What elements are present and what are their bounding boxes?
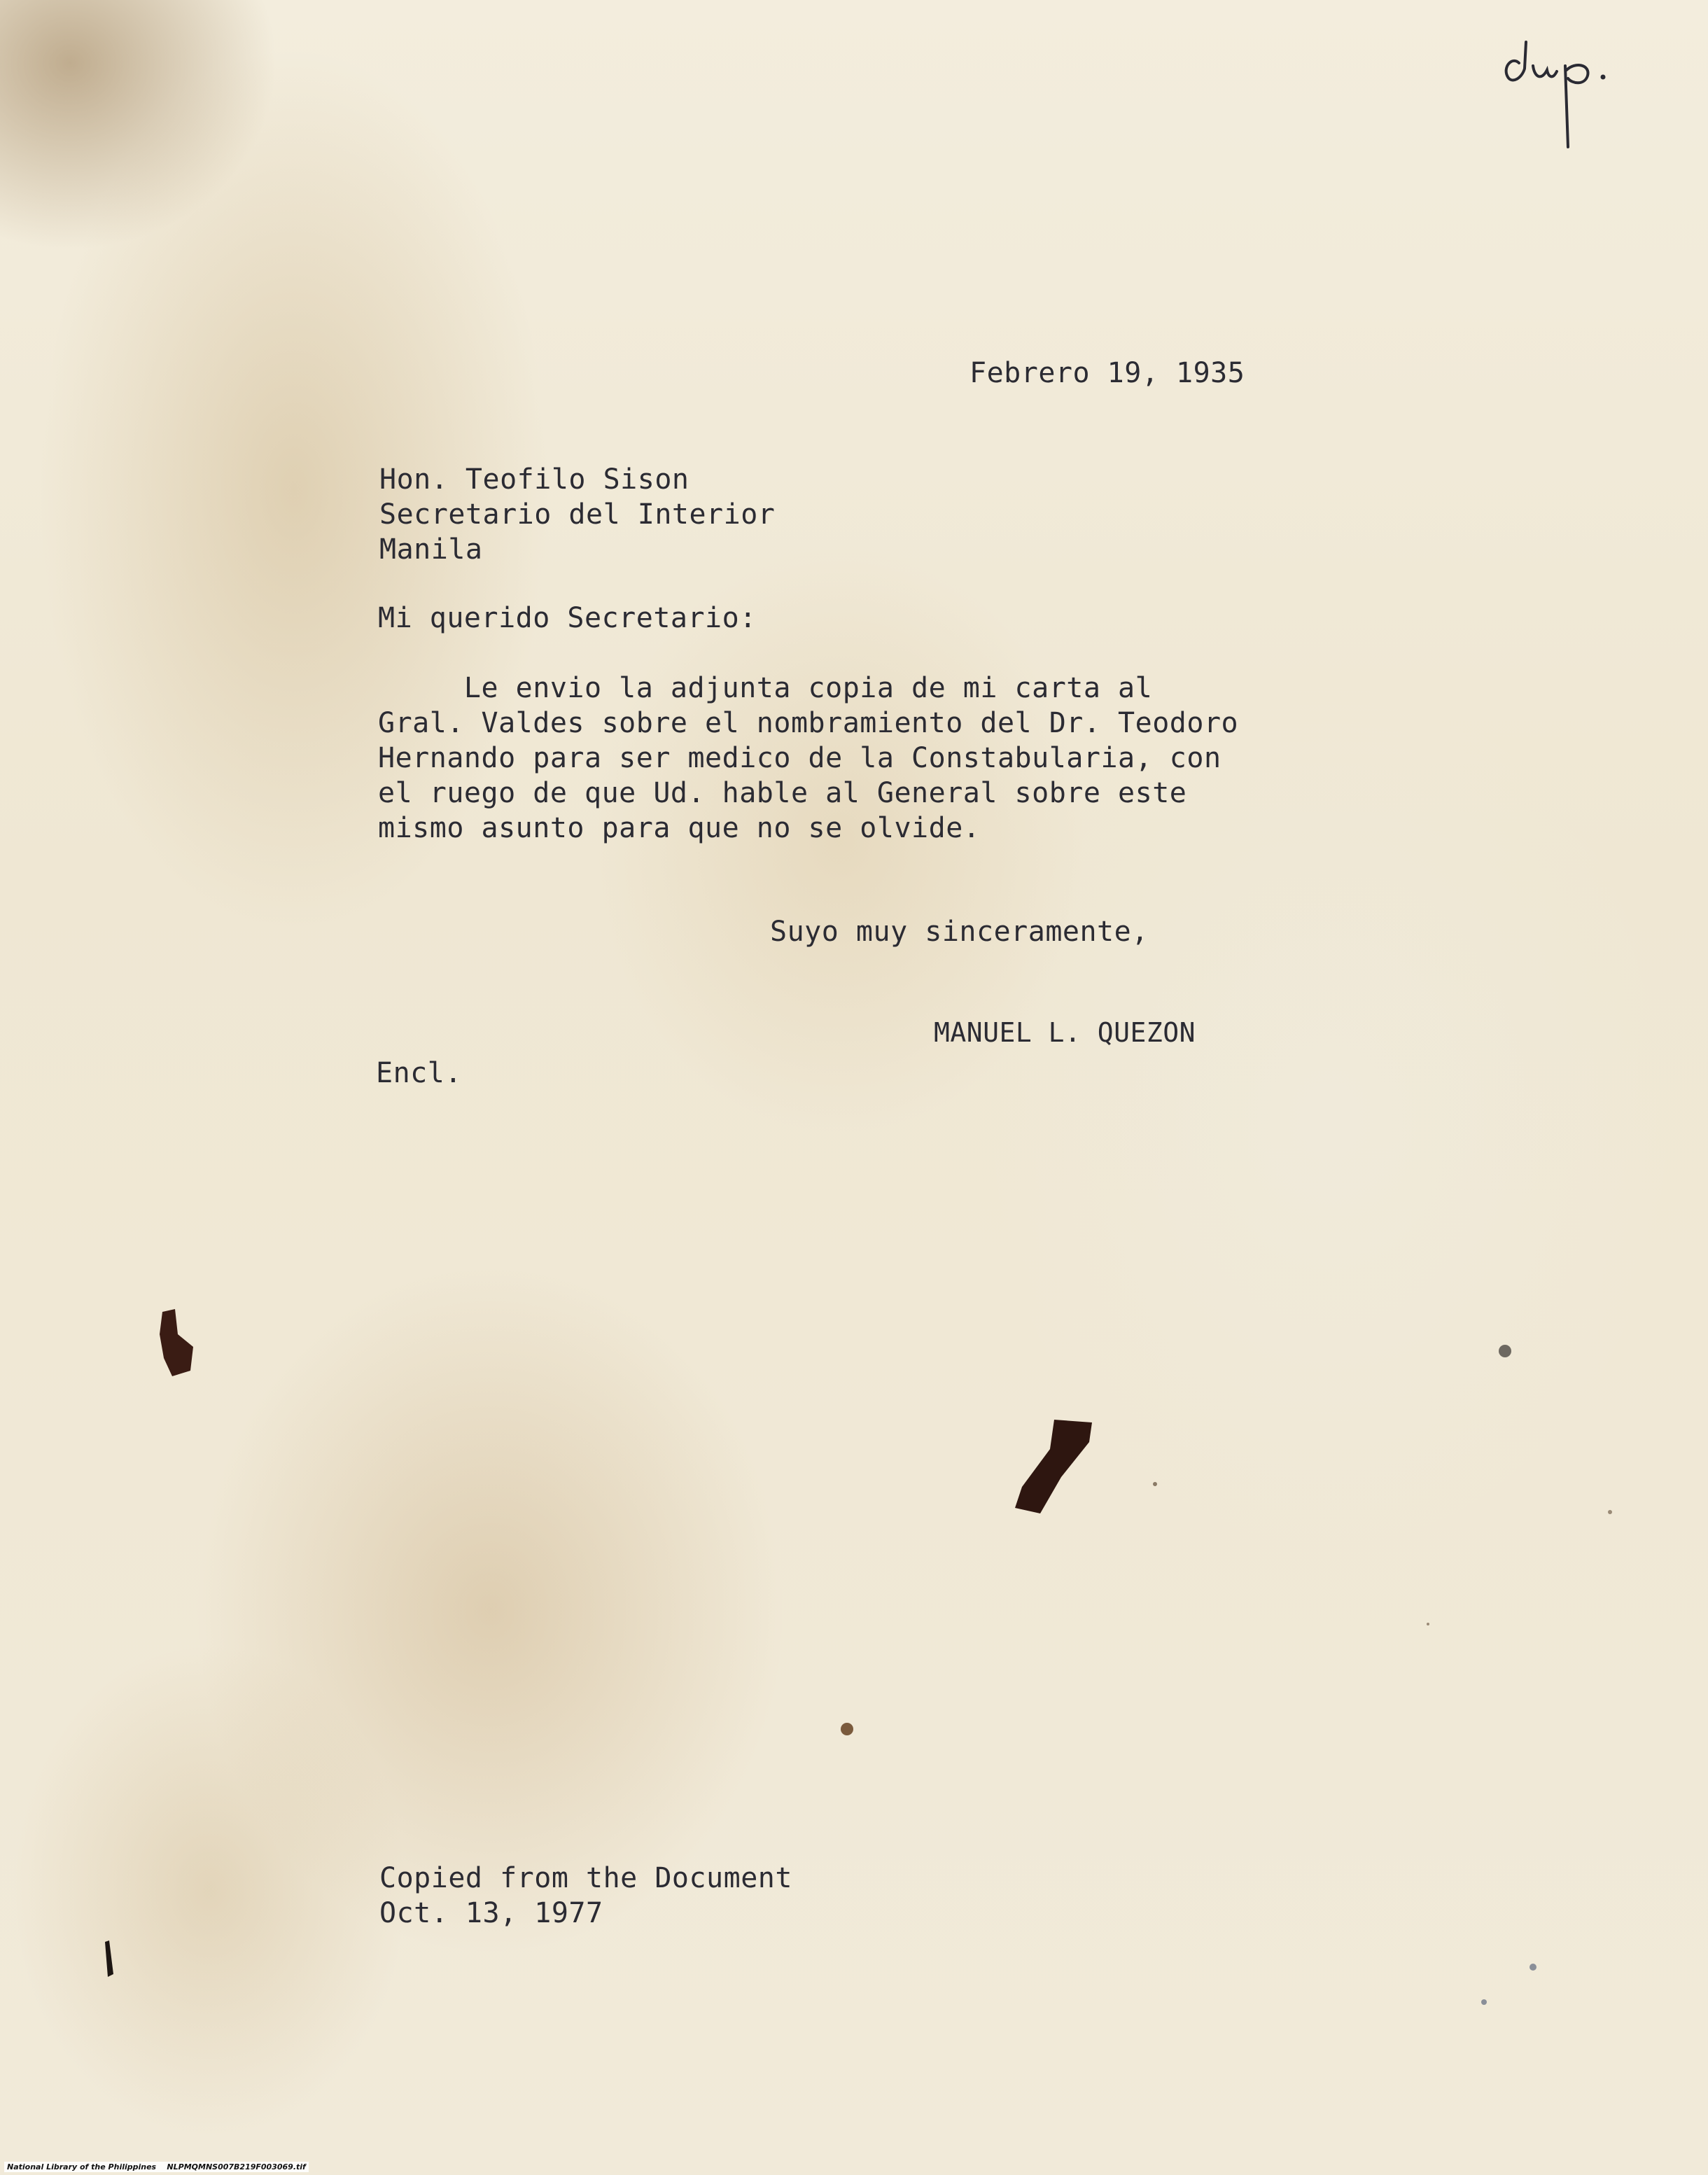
body-line: mismo asunto para que no se olvide. <box>378 812 981 844</box>
ink-blot-left-icon <box>153 1306 202 1383</box>
recipient-city: Manila <box>379 533 483 566</box>
copy-note-date: Oct. 13, 1977 <box>379 1897 603 1929</box>
body-line: Le envio la adjunta copia de mi carta al <box>378 672 1153 704</box>
letter-body <box>378 671 1238 846</box>
speckle-dots-icon <box>826 1260 1708 2030</box>
copy-note <box>379 1861 792 1931</box>
recipient-name: Hon. Teofilo Sison <box>379 463 690 496</box>
recipient-title: Secretario del Interior <box>379 498 776 531</box>
enclosure-note: Encl. <box>376 1057 462 1089</box>
archive-footer-credit: National Library of the Philippines NLPMQMNS007B219F003069.tif <box>4 2162 309 2172</box>
closing: Suyo muy sinceramente, <box>770 916 1149 948</box>
handwritten-dup-note <box>1498 28 1617 154</box>
body-line: Gral. Valdes sobre el nombramiento del Dr. Teodoro <box>378 707 1239 739</box>
body-line: Hernando para ser medico de la Constabularia, con <box>378 742 1222 774</box>
recipient-block <box>379 462 775 567</box>
letter-date: Febrero 19, 1935 <box>969 357 1245 389</box>
salutation: Mi querido Secretario: <box>378 602 757 634</box>
body-line: el ruego de que Ud. hable al General sobre este <box>378 777 1187 809</box>
signature: MANUEL L. QUEZON <box>934 1017 1196 1048</box>
copy-note-line: Copied from the Document <box>379 1862 792 1894</box>
ink-mark-bottom-left-icon <box>98 1939 119 1981</box>
